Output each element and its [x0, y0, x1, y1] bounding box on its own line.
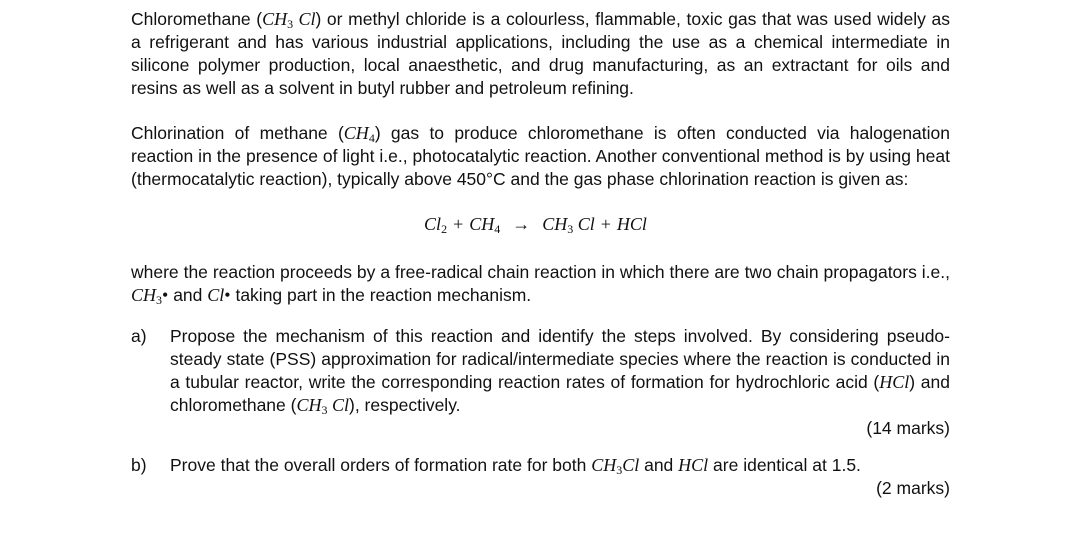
formula-hcl: HCl	[879, 372, 910, 392]
equation-hcl: HCl	[616, 214, 647, 234]
mechanism-rest-text: taking part in the reaction mechanism.	[230, 285, 532, 305]
radical-ch3: $CH_3•$	[131, 285, 169, 307]
equation-ch3cl: $CH_3$ Cl	[542, 214, 595, 236]
reaction-arrow-icon: →	[512, 214, 531, 234]
intro-rest-text: ) or methyl chloride is a colourless, flammable, toxic gas that was used widely as a refrigerant and has various industrial applications, including the use as a chemical intermediate in silicone polymer production, local anaesthetic, and drug manufacturing, as an extractant for oils and resins as well as a solvent in butyl rubber and petroleum refining.	[131, 9, 950, 98]
question-document	[131, 8, 950, 500]
intro-lead-text: Chloromethane (	[131, 9, 263, 29]
question-a-letter: a)	[131, 326, 147, 346]
question-b-text: Prove that the overall orders of formation rate for both $CH_3Cl$ and HCl are identical at 1.5.	[170, 455, 861, 477]
reaction-equation	[131, 211, 950, 237]
formula-ch3cl-b: $CH_3Cl$	[591, 455, 640, 477]
question-a	[131, 325, 950, 440]
equation-cl2: $Cl_2$	[424, 214, 448, 236]
intro-paragraph	[131, 8, 950, 100]
radical-cl: Cl•	[207, 285, 231, 305]
question-b-marks: (2 marks)	[876, 478, 950, 498]
formula-ch3cl: $CH_3$ Cl	[262, 9, 316, 31]
chlorination-rest-text: ) gas to produce chloromethane is often conducted via halogenation reaction in the presence of light i.e., photocatalytic reaction. Another conventional method is by using heat (thermocatalytic reaction), typically above 450°C and the gas phase chlorination reaction is given as:	[131, 123, 951, 189]
question-a-text: Propose the mechanism of this reaction and identify the steps involved. By considering pseudo-steady state (PSS) approximation for radical/intermediate species where the reaction is conducted in a tubular reactor, write the corresponding reaction rates of formation for hydrochloric acid (HCl) and chloromethane ($CH_3$ Cl), respectively.	[170, 326, 950, 417]
equation-plus: +	[453, 214, 464, 234]
formula-ch3cl-a: $CH_3$ Cl	[296, 395, 349, 417]
chlorination-lead-text: Chlorination of methane (	[131, 123, 344, 143]
equation-ch4: $CH_4$	[469, 214, 501, 236]
chlorination-paragraph	[131, 122, 950, 191]
question-b	[131, 454, 950, 500]
formula-ch4: $CH_4$	[343, 123, 375, 145]
question-a-marks: (14 marks)	[866, 418, 950, 438]
mechanism-lead-text: where the reaction proceeds by a free-radical chain reaction in which there are two chain propagators i.e.,	[131, 262, 950, 282]
formula-hcl-b: HCl	[678, 455, 709, 475]
mechanism-paragraph: where the reaction proceeds by a free-radical chain reaction in which there are two chain propagators i.e., $CH_3•$ and Cl• taking part in the reaction mechanism.	[131, 262, 950, 307]
equation-plus-2: +	[600, 214, 611, 234]
question-b-letter: b)	[131, 455, 147, 475]
